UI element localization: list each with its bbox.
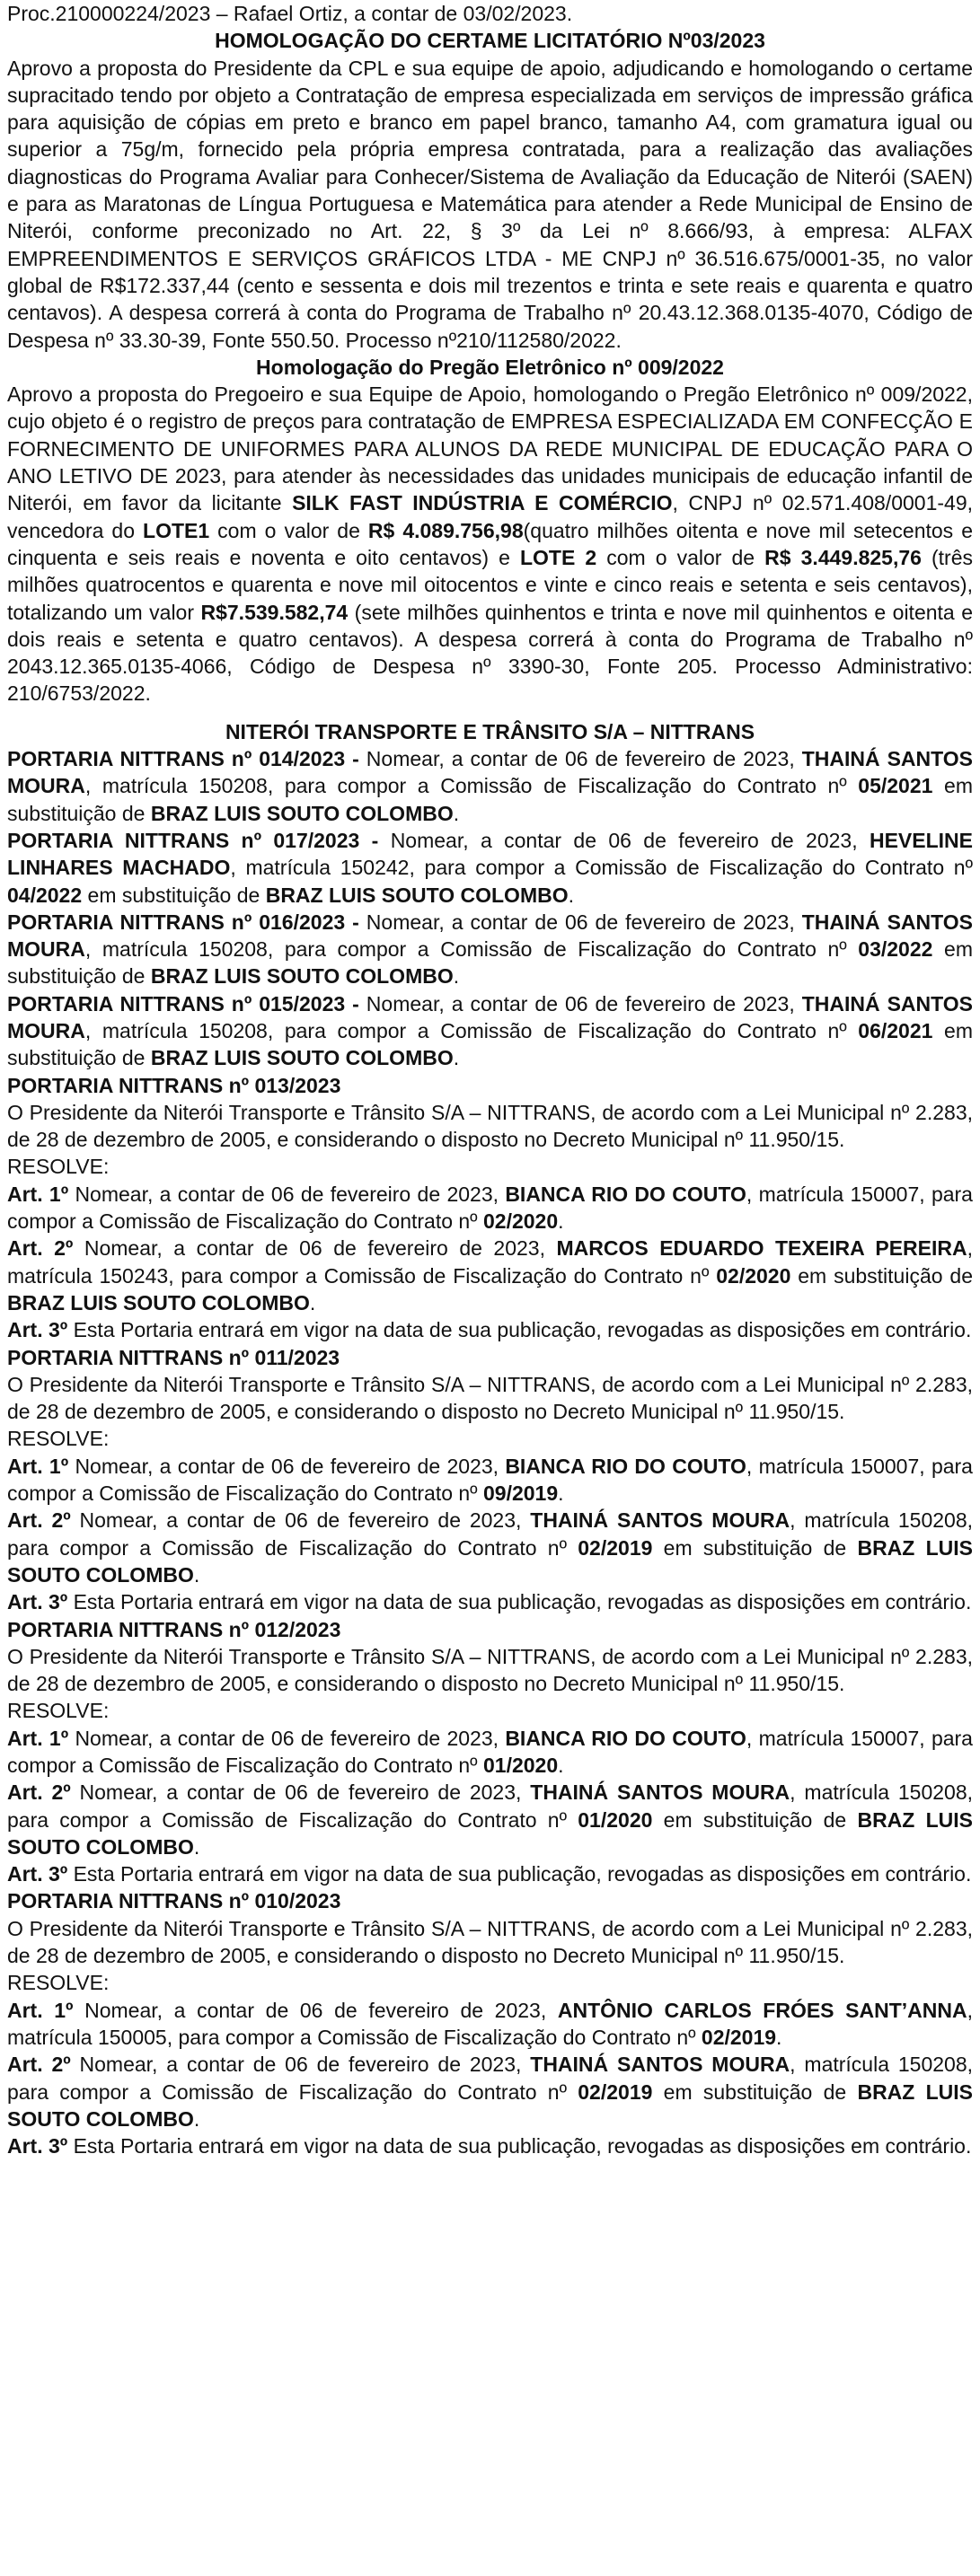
article: Art. 3º Esta Portaria entrará em vigor na data de sua publicação, revogadas as disposições em contrário. [7, 1318, 972, 1342]
paragraph: Aprovo a proposta do Pregoeiro e sua Equipe de Apoio, homologando o Pregão Eletrônico nº 009/2022, cujo objeto é o registro de preços para contratação de EMPRESA ESPECIALIZADA EM CONFECÇÃO E FORNECIMENTO DE UNIFORMES PARA ALUNOS DA REDE MUNICIPAL DE EDUCAÇÃO PARA O ANO LETIVO DE 2023, para atender às necessidades das unidades municipais de educação infantil de Niterói, em favor da licitante SILK FAST INDÚSTRIA E COMÉRCIO, CNPJ nº 02.571.408/0001-49, vencedora do LOTE1 com o valor de R$ 4.089.756,98(quatro milhões oitenta e nove mil setecentos e cinquenta e seis reais e noventa e oito centavos) e LOTE 2 com o valor de R$ 3.449.825,76 (três milhões quatrocentos e quarenta e nove mil oitocentos e vinte e cinco reais e setenta e seis centavos), totalizando um valor R$7.539.582,74 (sete milhões quinhentos e trinta e nove mil quinhentos e oitenta e dois reais e setenta e quatro centavos). A despesa correrá à conta do Programa de Trabalho nº 2043.12.365.0135-4066, Código de Despesa nº 3390-30, Fonte 205. Processo Administrativo: 210/6753/2022. [7, 382, 974, 706]
portaria-title: PORTARIA NITTRANS nº 011/2023 [7, 1345, 340, 1369]
portaria-title: PORTARIA NITTRANS nº 013/2023 [7, 1073, 341, 1097]
paragraph: O Presidente da Niterói Transporte e Trânsito S/A – NITTRANS, de acordo com a Lei Municipal nº 2.283, de 28 de dezembro de 2005, e considerando o disposto no Decreto Municipal nº 11.950/15. [7, 1644, 973, 1696]
resolve-label: RESOLVE: [7, 1699, 110, 1723]
article: Art. 3º Esta Portaria entrará em vigor na data de sua publicação, revogadas as disposições em contrário. [7, 1862, 972, 1886]
paragraph: O Presidente da Niterói Transporte e Trânsito S/A – NITTRANS, de acordo com a Lei Municipal nº 2.283, de 28 de dezembro de 2005, e considerando o disposto no Decreto Municipal nº 11.950/15. [7, 1372, 973, 1424]
portaria-entry: PORTARIA NITTRANS nº 016/2023 - Nomear, a contar de 06 de fevereiro de 2023, THAINÁ SANTOS MOURA, matrícula 150208, para compor a Comissão de Fiscalização do Contrato nº 03/2022 em substituição de BRAZ LUIS SOUTO COLOMBO. [7, 910, 974, 989]
resolve-label: RESOLVE: [7, 1971, 110, 1995]
paragraph: Aprovo a proposta do Presidente da CPL e sua equipe de apoio, adjudicando e homologando o certame supracitado tendo por objeto a Contratação de empresa especializada em serviços de impressão gráfica para aquisição de cópias em preto e branco em papel branco, tamanho A4, com gramatura igual ou superior a 75g/m, fornecido pela própria empresa contratada, para a realização das avaliações diagnosticas do Programa Avaliar para Conhecer/Sistema de Avaliação da Educação de Niterói (SAEN) e para as Maratonas de Língua Portuguesa e Matemática para atender a Rede Municipal de Ensino de Niterói, conforme preconizado no Art. 22, § 3º da Lei nº 8.666/93, à empresa: ALFAX EMPREENDIMENTOS E SERVIÇOS GRÁFICOS LTDA - ME CNPJ nº 36.516.675/0001-35, no valor global de R$172.337,44 (cento e sessenta e dois mil trezentos e trinta e sete reais e quarenta e quatro centavos). A despesa correrá à conta do Programa de Trabalho nº 20.43.12.368.0135-4070, Código de Despesa nº 33.30-39, Fonte 550.50. Processo nº210/112580/2022. [7, 56, 973, 352]
article: Art. 2º Nomear, a contar de 06 de fevereiro de 2023, THAINÁ SANTOS MOURA, matrícula 150208, para compor a Comissão de Fiscalização do Contrato nº 02/2019 em substituição de BRAZ LUIS SOUTO COLOMBO. [7, 2053, 973, 2131]
portaria-title: PORTARIA NITTRANS nº 012/2023 [7, 1617, 341, 1641]
resolve-label: RESOLVE: [7, 1427, 110, 1451]
process-note: Proc.210000224/2023 – Rafael Ortiz, a contar de 03/02/2023. [7, 2, 573, 25]
portaria-entry: PORTARIA NITTRANS nº 014/2023 - Nomear, a contar de 06 de fevereiro de 2023, THAINÁ SANTOS MOURA, matrícula 150208, para compor a Comissão de Fiscalização do Contrato nº 05/2021 em substituição de BRAZ LUIS SOUTO COLOMBO. [7, 747, 974, 825]
article: Art. 1º Nomear, a contar de 06 de fevereiro de 2023, BIANCA RIO DO COUTO, matrícula 150007, para compor a Comissão de Fiscalização do Contrato nº 02/2020. [7, 1182, 973, 1234]
article: Art. 3º Esta Portaria entrará em vigor na data de sua publicação, revogadas as disposições em contrário. [7, 2134, 972, 2158]
portaria-entry: PORTARIA NITTRANS nº 017/2023 - Nomear, a contar de 06 de fevereiro de 2023, HEVELINE LINHARES MACHADO, matrícula 150242, para compor a Comissão de Fiscalização do Contrato nº 04/2022 em substituição de BRAZ LUIS SOUTO COLOMBO. [7, 828, 974, 907]
article: Art. 3º Esta Portaria entrará em vigor na data de sua publicação, revogadas as disposições em contrário. [7, 1590, 972, 1614]
paragraph: O Presidente da Niterói Transporte e Trânsito S/A – NITTRANS, de acordo com a Lei Municipal nº 2.283, de 28 de dezembro de 2005, e considerando o disposto no Decreto Municipal nº 11.950/15. [7, 1100, 973, 1152]
article: Art. 2º Nomear, a contar de 06 de fevereiro de 2023, THAINÁ SANTOS MOURA, matrícula 150208, para compor a Comissão de Fiscalização do Contrato nº 02/2019 em substituição de BRAZ LUIS SOUTO COLOMBO. [7, 1508, 973, 1587]
portaria-title: PORTARIA NITTRANS nº 010/2023 [7, 1889, 341, 1913]
article: Art. 2º Nomear, a contar de 06 de fevereiro de 2023, THAINÁ SANTOS MOURA, matrícula 150208, para compor a Comissão de Fiscalização do Contrato nº 01/2020 em substituição de BRAZ LUIS SOUTO COLOMBO. [7, 1780, 973, 1859]
portaria-entry: PORTARIA NITTRANS nº 015/2023 - Nomear, a contar de 06 de fevereiro de 2023, THAINÁ SANTOS MOURA, matrícula 150208, para compor a Comissão de Fiscalização do Contrato nº 06/2021 em substituição de BRAZ LUIS SOUTO COLOMBO. [7, 991, 974, 1070]
article: Art. 2º Nomear, a contar de 06 de fevereiro de 2023, MARCOS EDUARDO TEXEIRA PEREIRA, matrícula 150243, para compor a Comissão de Fiscalização do Contrato nº 02/2020 em substituição de BRAZ LUIS SOUTO COLOMBO. [7, 1236, 973, 1314]
resolve-label: RESOLVE: [7, 1155, 110, 1179]
section-heading: Homologação do Pregão Eletrônico nº 009/2022 [256, 355, 724, 379]
paragraph: O Presidente da Niterói Transporte e Trânsito S/A – NITTRANS, de acordo com a Lei Municipal nº 2.283, de 28 de dezembro de 2005, e considerando o disposto no Decreto Municipal nº 11.950/15. [7, 1916, 973, 1968]
article: Art. 1º Nomear, a contar de 06 de fevereiro de 2023, ANTÔNIO CARLOS FRÓES SANT’ANNA, matrícula 150005, para compor a Comissão de Fiscalização do Contrato nº 02/2019. [7, 1998, 973, 2049]
article: Art. 1º Nomear, a contar de 06 de fevereiro de 2023, BIANCA RIO DO COUTO, matrícula 150007, para compor a Comissão de Fiscalização do Contrato nº 09/2019. [7, 1454, 973, 1506]
article: Art. 1º Nomear, a contar de 06 de fevereiro de 2023, BIANCA RIO DO COUTO, matrícula 150007, para compor a Comissão de Fiscalização do Contrato nº 01/2020. [7, 1726, 973, 1777]
section-heading: HOMOLOGAÇÃO DO CERTAME LICITATÓRIO Nº03/2023 [215, 29, 765, 53]
section-heading: NITERÓI TRANSPORTE E TRÂNSITO S/A – NITTRANS [225, 719, 755, 743]
